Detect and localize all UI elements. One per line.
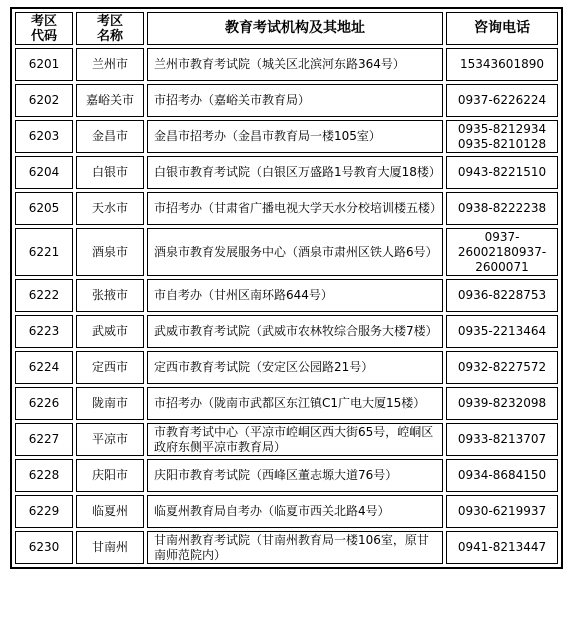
phone-number: 0935-8210128: [457, 136, 547, 151]
region-name-cell: 酒泉市: [76, 228, 144, 276]
phone-number: 0930-6219937: [457, 504, 547, 518]
region-code-cell: 6229: [15, 495, 73, 528]
region-name-cell: 临夏州: [76, 495, 144, 528]
exam-office-table-container: [10, 7, 563, 569]
office-address-cell: 庆阳市教育考试院（西峰区董志塬大道76号）: [147, 459, 443, 492]
header-name: [76, 12, 144, 45]
phone-cell: [446, 84, 558, 117]
phone-number: 0937-6226224: [457, 93, 547, 107]
region-name-cell: 兰州市: [76, 48, 144, 81]
region-code-cell: 6226: [15, 387, 73, 420]
office-address-cell: 金昌市招考办（金昌市教育局一楼105室）: [147, 120, 443, 153]
region-name-cell: 甘南州: [76, 531, 144, 564]
office-address-cell: 市自考办（甘州区南环路644号）: [147, 279, 443, 312]
table-row: [15, 120, 558, 153]
office-address-cell: 兰州市教育考试院（城关区北滨河东路364号）: [147, 48, 443, 81]
region-code-cell: 6221: [15, 228, 73, 276]
phone-number: 0934-8684150: [457, 468, 547, 482]
region-name-cell: 金昌市: [76, 120, 144, 153]
table-row: [15, 228, 558, 276]
phone-cell: [446, 351, 558, 384]
table-row: [15, 495, 558, 528]
region-code-cell: 6224: [15, 351, 73, 384]
phone-cell: [446, 48, 558, 81]
header-code-line2: 代码: [30, 28, 57, 44]
table-row: [15, 423, 558, 456]
office-address-cell: 武威市教育考试院（武威市农林牧综合服务大楼7楼）: [147, 315, 443, 348]
header-address: 教育考试机构及其地址: [147, 12, 443, 45]
table-header-row: [15, 12, 558, 45]
phone-number: 0932-8227572: [457, 360, 547, 374]
region-name-cell: 张掖市: [76, 279, 144, 312]
phone-cell: [446, 315, 558, 348]
table-row: [15, 351, 558, 384]
table-row: [15, 279, 558, 312]
office-address-cell: 市教育考试中心（平凉市崆峒区西大街65号，崆峒区政府东侧平凉市教育局）: [147, 423, 443, 456]
region-name-cell: 嘉峪关市: [76, 84, 144, 117]
region-name-cell: 庆阳市: [76, 459, 144, 492]
header-code: [15, 12, 73, 45]
phone-number: 15343601890: [460, 57, 544, 71]
header-name-line2: 名称: [96, 28, 123, 44]
header-code-line1: 考区: [30, 13, 57, 29]
phone-cell: [446, 423, 558, 456]
region-name-cell: 平凉市: [76, 423, 144, 456]
phone-number: 0936-8228753: [457, 288, 547, 302]
office-address-cell: 临夏州教育局自考办（临夏市西关北路4号）: [147, 495, 443, 528]
phone-cell: [446, 459, 558, 492]
table-row: [15, 48, 558, 81]
phone-cell: [446, 531, 558, 564]
region-code-cell: 6202: [15, 84, 73, 117]
table-row: [15, 156, 558, 189]
region-name-cell: 白银市: [76, 156, 144, 189]
office-address-cell: 定西市教育考试院（安定区公园路21号）: [147, 351, 443, 384]
exam-office-table: [10, 7, 563, 569]
region-code-cell: 6222: [15, 279, 73, 312]
region-code-cell: 6227: [15, 423, 73, 456]
region-code-cell: 6223: [15, 315, 73, 348]
table-row: [15, 192, 558, 225]
phone-number: 0933-8213707: [457, 432, 547, 446]
region-code-cell: 6205: [15, 192, 73, 225]
phone-number: 2600071: [475, 259, 529, 274]
phone-number: 0941-8213447: [457, 540, 547, 554]
table-row: [15, 387, 558, 420]
phone-cell: [446, 120, 558, 153]
phone-number: 0938-8222238: [457, 201, 547, 215]
table-row: [15, 459, 558, 492]
region-name-cell: 天水市: [76, 192, 144, 225]
phone-number: 0943-8221510: [457, 165, 547, 179]
phone-cell: [446, 156, 558, 189]
region-code-cell: 6204: [15, 156, 73, 189]
phone-cell: [446, 279, 558, 312]
region-name-cell: 武威市: [76, 315, 144, 348]
phone-cell: [446, 495, 558, 528]
region-code-cell: 6230: [15, 531, 73, 564]
table-body: [15, 48, 558, 564]
region-code-cell: 6203: [15, 120, 73, 153]
table-row: [15, 315, 558, 348]
office-address-cell: 甘南州教育考试院（甘南州教育局一楼106室，原甘南师范院内）: [147, 531, 443, 564]
region-code-cell: 6228: [15, 459, 73, 492]
office-address-cell: 酒泉市教育发展服务中心（酒泉市肃州区铁人路6号）: [147, 228, 443, 276]
phone-number: 0939-8232098: [457, 396, 547, 410]
phone-cell: [446, 387, 558, 420]
table-row: [15, 531, 558, 564]
office-address-cell: 市招考办（陇南市武都区东江镇C1广电大厦15楼）: [147, 387, 443, 420]
phone-number: 0935-8212934: [457, 121, 547, 136]
phone-cell: [446, 228, 558, 276]
header-name-line1: 考区: [96, 13, 123, 29]
phone-number: 0937-: [484, 229, 520, 244]
region-code-cell: 6201: [15, 48, 73, 81]
phone-number: 0935-2213464: [457, 324, 547, 338]
region-name-cell: 陇南市: [76, 387, 144, 420]
table-row: [15, 84, 558, 117]
office-address-cell: 市招考办（嘉峪关市教育局）: [147, 84, 443, 117]
phone-number: 26002180937-: [457, 244, 547, 259]
phone-cell: [446, 192, 558, 225]
office-address-cell: 白银市教育考试院（白银区万盛路1号教育大厦18楼）: [147, 156, 443, 189]
header-phone: 咨询电话: [446, 12, 558, 45]
region-name-cell: 定西市: [76, 351, 144, 384]
office-address-cell: 市招考办（甘肃省广播电视大学天水分校培训楼五楼）: [147, 192, 443, 225]
